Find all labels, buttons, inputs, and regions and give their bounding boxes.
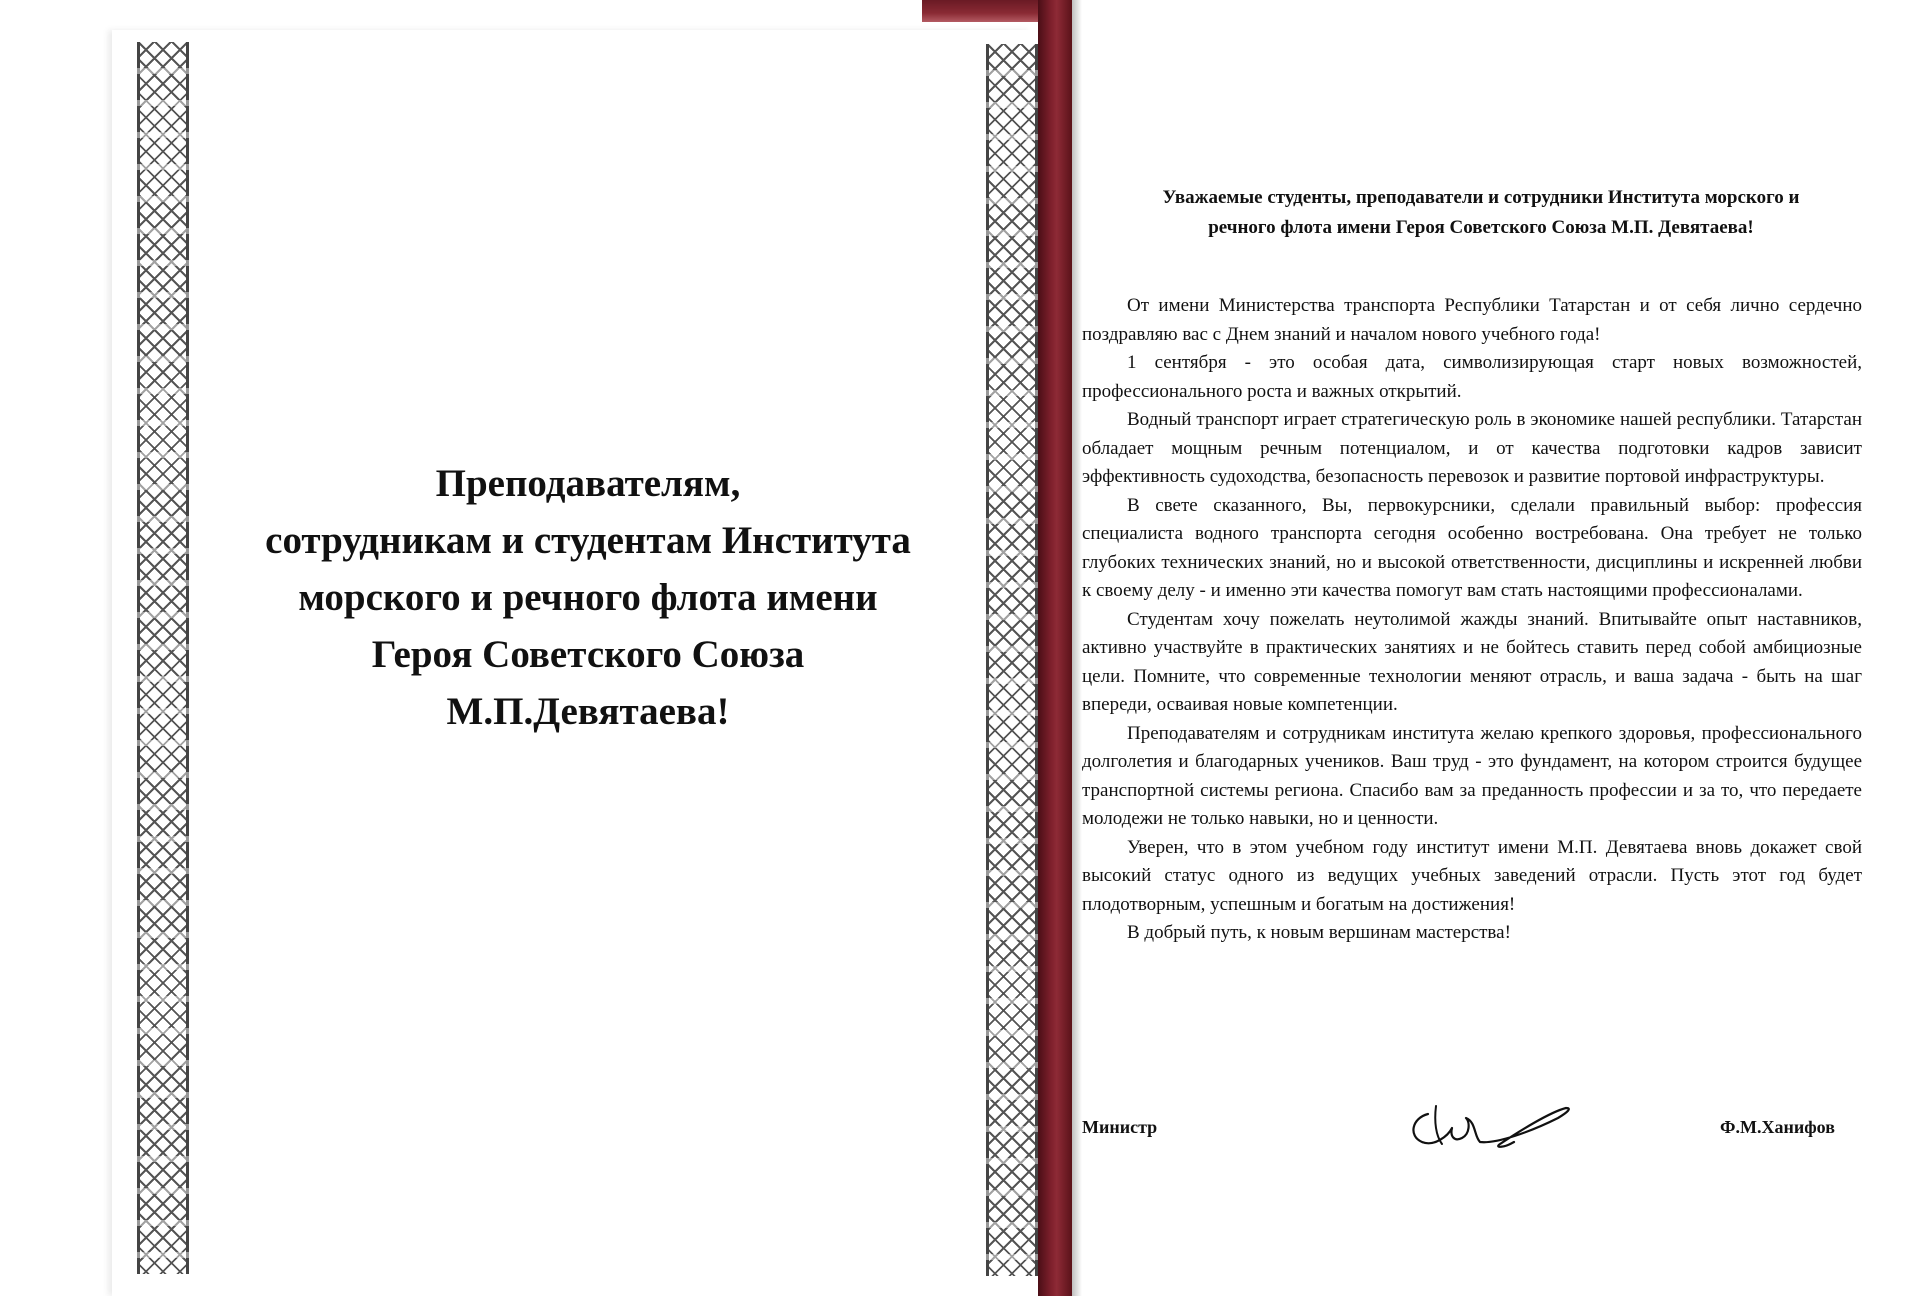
letter-paragraph: Преподавателям и сотрудникам института желаю крепкого здоровья, профессионального долголетия и благодарных учеников. Ваш труд - это фундамент, на котором строится будущее транспортной системы региона. Спасибо вам за преданность профессии и за то, что передаете молодежи не только навыки, но и ценности. xyxy=(1082,722,1862,829)
binding-spine xyxy=(1038,0,1072,1296)
binding-top xyxy=(922,0,1038,22)
cover-title-line: М.П.Девятаева! xyxy=(446,690,730,733)
cover-title-line: сотрудникам и студентам Института xyxy=(265,519,911,562)
letter-paragraph: Студентам хочу пожелать неутолимой жажды знаний. Впитывайте опыт наставников, активно участвуйте в практических занятиях и не бойтесь ставить перед собой амбициозные цели. Помните, что современные технологии меняют отрасль, и ваша задача - быть на шаг впереди, осваивая новые компетенции. xyxy=(1082,608,1862,715)
letter-paragraph: 1 сентября - это особая дата, символизирующая старт новых возможностей, профессионального роста и важных открытий. xyxy=(1082,352,1862,402)
ornament-border-left xyxy=(137,42,189,1274)
cover-title-line: Героя Советского Союза xyxy=(371,633,805,676)
signature-name: Ф.М.Ханифов xyxy=(1720,1117,1835,1137)
spine-shadow xyxy=(1072,0,1082,1296)
letter-greeting xyxy=(1100,183,1862,243)
cover-title-line: морского и речного флота имени xyxy=(298,576,878,619)
letter-paragraph: От имени Министерства транспорта Республики Татарстан и от себя лично сердечно поздравляю вас с Днем знаний и началом нового учебного года! xyxy=(1082,295,1862,345)
ornament-border-right xyxy=(986,44,1038,1276)
letter-body xyxy=(1082,292,1862,948)
greeting-line: Уважаемые студенты, преподаватели и сотрудники Института морского и xyxy=(1162,187,1800,208)
cover-title xyxy=(218,455,958,740)
letter-paragraph: В добрый путь, к новым вершинам мастерства! xyxy=(1127,922,1511,943)
greeting-line: речного флота имени Героя Советского Союза М.П. Девятаева! xyxy=(1208,217,1754,238)
letter-paragraph: Уверен, что в этом учебном году институт имени М.П. Девятаева вновь докажет свой высокий статус одного из ведущих учебных заведений отрасли. Пусть этот год будет плодотворным, успешным и богатым на достижения! xyxy=(1082,836,1862,915)
signature-role: Министр xyxy=(1082,1117,1158,1137)
cover-title-line: Преподавателям, xyxy=(435,462,741,505)
letter-paragraph: Водный транспорт играет стратегическую роль в экономике нашей республики. Татарстан обладает мощным речным потенциалом, и от качества подготовки кадров зависит эффективность судоходства, безопасность перевозок и развитие портовой инфраструктуры. xyxy=(1082,409,1862,487)
letter-paragraph: В свете сказанного, Вы, первокурсники, сделали правильный выбор: профессия специалиста водного транспорта сегодня особенно востребована. Она требует не только глубоких технических знаний, но и высокой ответственности, дисциплины и искренней любви к своему делу - и именно эти качества помогут вам стать настоящими профессионалами. xyxy=(1082,494,1862,601)
handwritten-signature xyxy=(1400,1092,1580,1160)
